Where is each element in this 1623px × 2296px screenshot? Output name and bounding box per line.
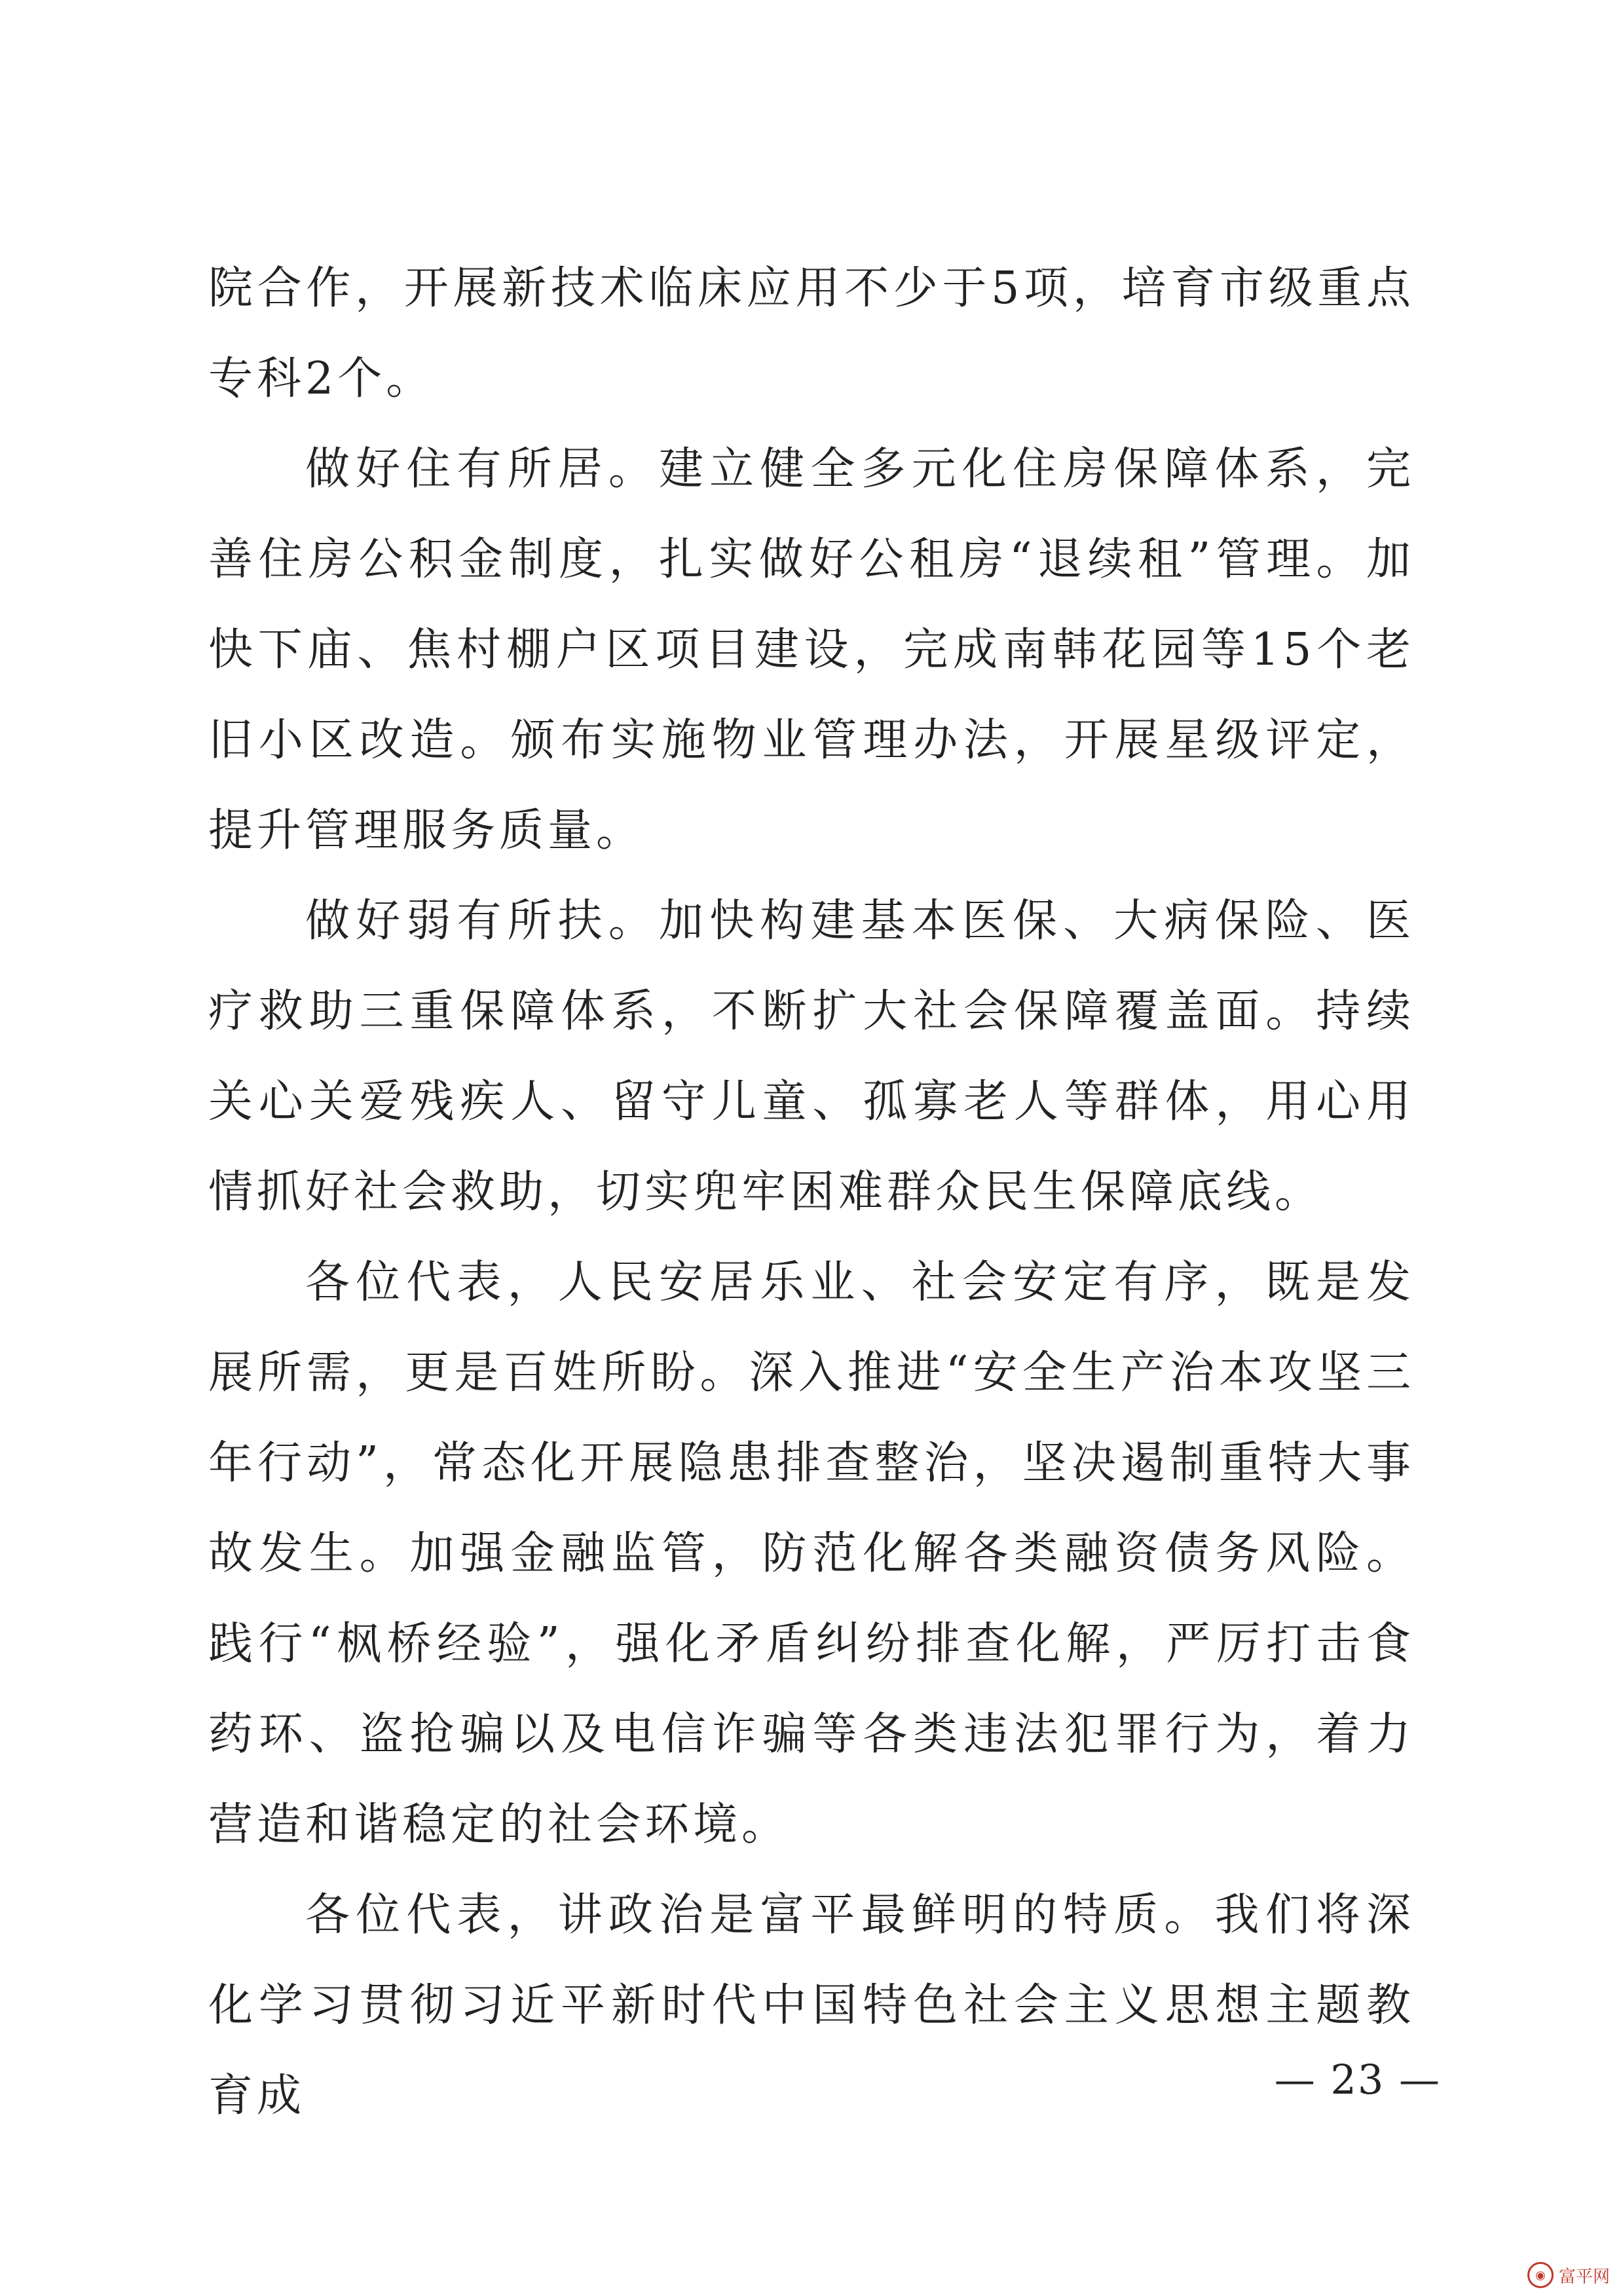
watermark-text: 富平网 bbox=[1558, 2267, 1610, 2287]
page-number: — 23 — bbox=[1274, 2056, 1441, 2103]
paragraph-public-safety: 各位代表，人民安居乐业、社会安定有序，既是发展所需，更是百姓所盼。深入推进“安全生产治本攻坚三年行动”，常态化开展隐患排查整治，坚决遏制重特大事故发生。加强金融监管，防范化解各类融资债务风险。践行“枫桥经验”，强化矛盾纠纷排查化解，严厉打击食药环、盗抢骗以及电信诈骗等各类违法犯罪行为，着力营造和谐稳定的社会环境。 bbox=[208, 1257, 1415, 1851]
document-body bbox=[208, 244, 1415, 2141]
site-logo-icon: ◉ bbox=[1527, 2262, 1554, 2288]
paragraph-politics: 各位代表，讲政治是富平最鲜明的特质。我们将深化学习贯彻习近平新时代中国特色社会主义思想主题教育成 bbox=[208, 1889, 1415, 2122]
watermark bbox=[1527, 2262, 1610, 2288]
paragraph-social-assistance: 做好弱有所扶。加快构建基本医保、大病保险、医疗救助三重保障体系，不断扩大社会保障覆盖面。持续关心关爱残疾人、留守儿童、孤寡老人等群体，用心用情抓好社会救助，切实兜牢困难群众民生保障底线。 bbox=[208, 895, 1415, 1218]
paragraph-continued: 院合作，开展新技术临床应用不少于5项，培育市级重点专科2个。 bbox=[208, 263, 1415, 405]
paragraph-housing: 做好住有所居。建立健全多元化住房保障体系，完善住房公积金制度，扎实做好公租房“退续租”管理。加快下庙、焦村棚户区项目建设，完成南韩花园等15个老旧小区改造。颁布实施物业管理办法，开展星级评定，提升管理服务质量。 bbox=[208, 443, 1415, 857]
